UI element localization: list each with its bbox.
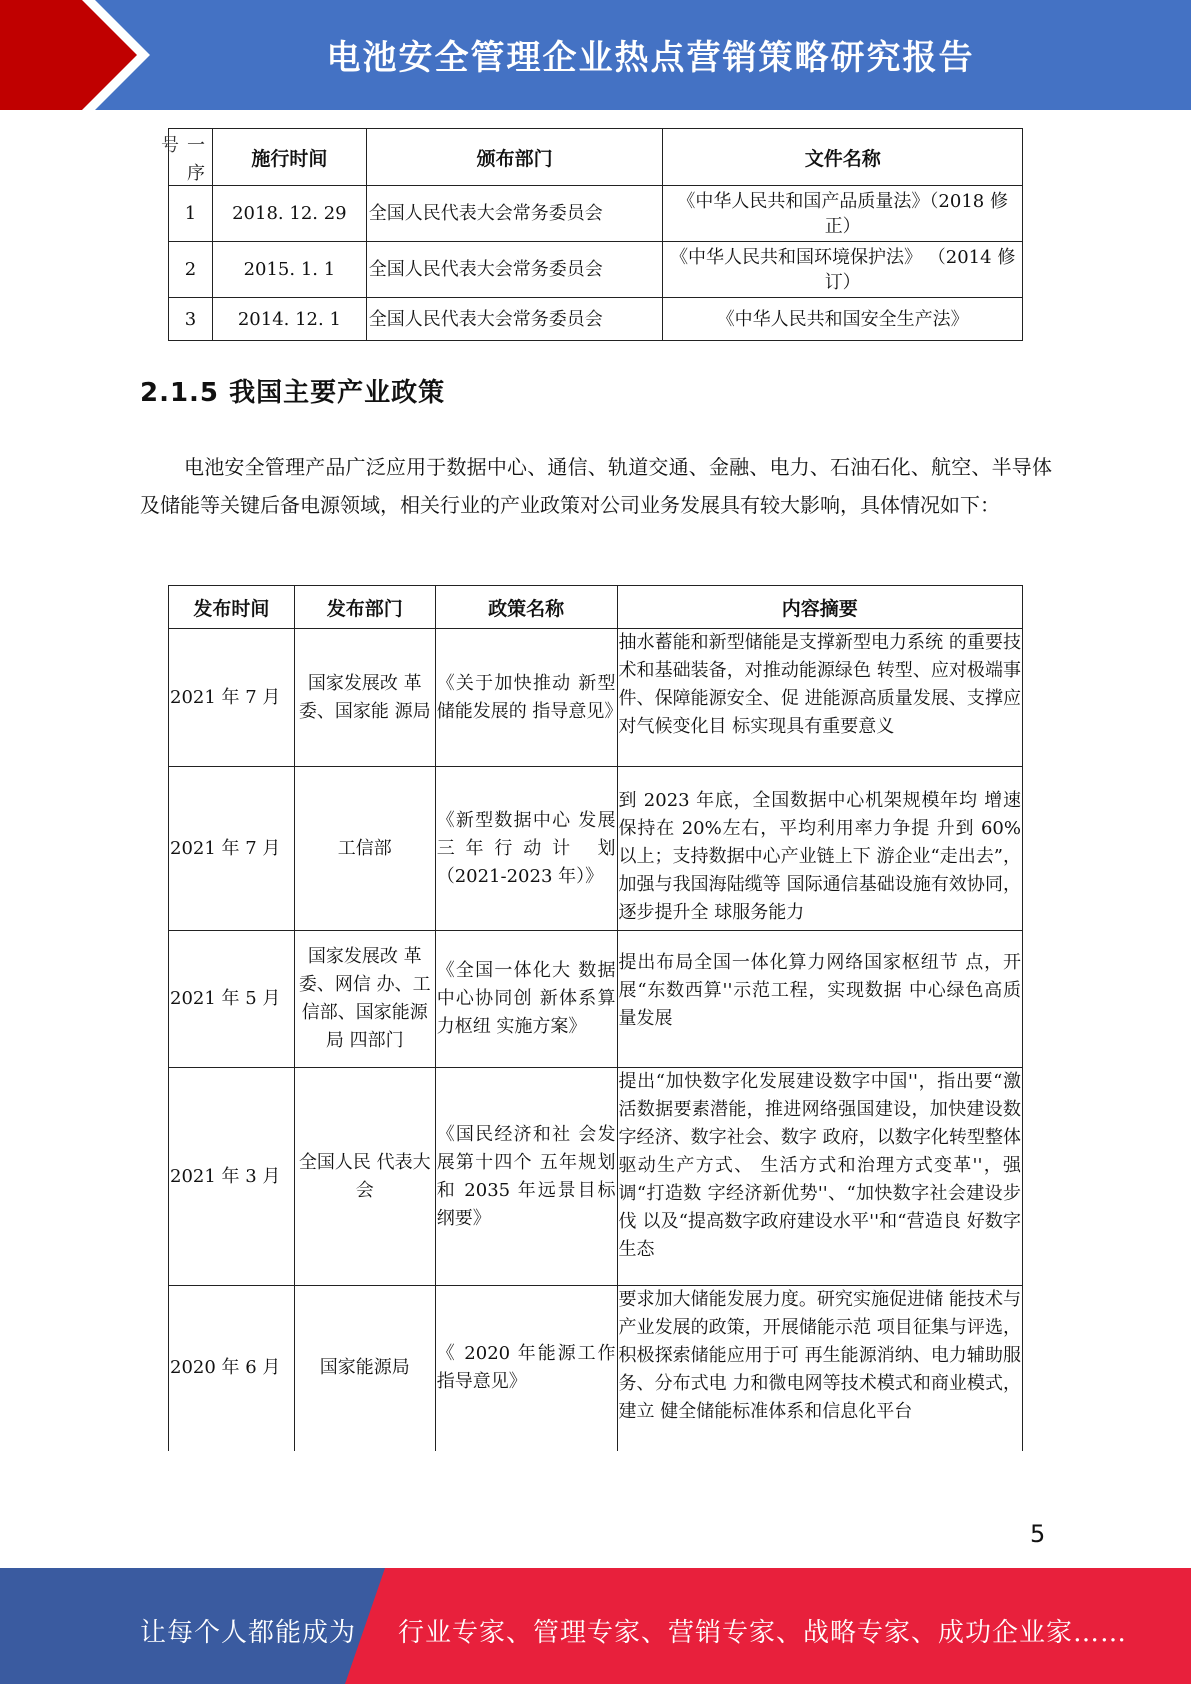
date-header: 施行时间 [212, 129, 366, 186]
policy-name-header: 政策名称 [435, 586, 617, 629]
policy-name-cell: 《新型数据中心 发展三年行动计 划（2021-2023 年）》 [435, 767, 617, 931]
seq-header-line1: 一 [187, 135, 205, 156]
seq-cell: 2 [169, 242, 213, 298]
header-title: 电池安全管理企业热点营销策略研究报告 [326, 38, 975, 78]
policy-table [168, 585, 1023, 1451]
summary-header: 内容摘要 [617, 586, 1022, 629]
dept-header: 颁布部门 [366, 129, 663, 186]
name-cell: 《中华人民共和国环境保护法》 （2014 修订） [663, 242, 1023, 298]
summary-cell: 抽水蓄能和新型储能是支撑新型电力系统 的重要技术和基础装备，对推动能源绿色 转型、应对极端事件、保障能源安全、促 进能源高质量发展、支撑应对气候变化目 标实现具有重要意义 [617, 629, 1022, 767]
seq-cell: 1 [169, 186, 213, 242]
summary-cell: 提出布局全国一体化算力网络国家枢纽节 点，开展“东数西算''示范工程，实现数据 中心绿色高质量发展 [617, 931, 1022, 1068]
policy-name-cell: 《 2020 年能源工作指导意见》 [435, 1286, 617, 1451]
name-header: 文件名称 [663, 129, 1023, 186]
publish-dept-header: 发布部门 [294, 586, 435, 629]
summary-cell: 要求加大储能发展力度。研究实施促进储 能技术与产业发展的政策，开展储能示范 项目征集与评选，积极探索储能应用于可 再生能源消纳、电力辅助服务、分布式电 力和微电网等技术模式和商业模式，建立 健全储能标准体系和信息化平台 [617, 1286, 1022, 1451]
table-row [169, 298, 1023, 341]
table-row [169, 186, 1023, 242]
seq-header [161, 129, 213, 186]
publish-date-header: 发布时间 [169, 586, 295, 629]
dept-cell: 全国人民 代表大会 [294, 1068, 435, 1286]
table-row [169, 242, 1023, 298]
footer-slogan-right: 行业专家、管理专家、营销专家、战略专家、成功企业家…… [398, 1618, 1128, 1648]
policy-table-header-row [169, 586, 1023, 629]
policy-name-cell: 《关于加快推动 新型储能发展的 指导意见》 [435, 629, 617, 767]
seq-cell: 3 [169, 298, 213, 341]
section-paragraph: 电池安全管理产品广泛应用于数据中心、通信、轨道交通、金融、电力、石油石化、航空、半导体及储能等关键后备电源领域，相关行业的产业政策对公司业务发展具有较大影响，具体情况如下： [140, 455, 1052, 517]
dept-cell: 全国人民代表大会常务委员会 [366, 242, 663, 298]
table-row [169, 931, 1023, 1068]
date-cell: 2020 年 6 月 [169, 1286, 295, 1451]
policy-name-cell: 《全国一体化大 数据中心协同创 新体系算力枢纽 实施方案》 [435, 931, 617, 1068]
dept-cell: 国家发展改 革委、网信 办、工信部、国家能源局 四部门 [294, 931, 435, 1068]
section-title: 2.1.5 我国主要产业政策 [140, 378, 446, 408]
policy-name-cell: 《国民经济和社 会发展第十四个 五年规划和 2035 年远景目标纲要》 [435, 1068, 617, 1286]
dept-cell: 全国人民代表大会常务委员会 [366, 186, 663, 242]
date-cell: 2021 年 5 月 [169, 931, 295, 1068]
page-footer [0, 1568, 1191, 1684]
law-table [161, 128, 1023, 341]
dept-cell: 全国人民代表大会常务委员会 [366, 298, 663, 341]
date-cell: 2021 年 3 月 [169, 1068, 295, 1286]
table-row [169, 767, 1023, 931]
date-cell: 2021 年 7 月 [169, 767, 295, 931]
seq-header-line2: 序 [187, 163, 205, 184]
dept-cell: 国家发展改 革委、国家能 源局 [294, 629, 435, 767]
table-row [169, 1068, 1023, 1286]
date-cell: 2021 年 7 月 [169, 629, 295, 767]
summary-cell: 到 2023 年底，全国数据中心机架规模年均 增速保持在 20%左右，平均利用率力争提 升到 60%以上；支持数据中心产业链上下 游企业“走出去”，加强与我国海陆缆等 国际通信基础设施有效协同，逐步提升全 球服务能力 [617, 767, 1022, 931]
summary-cell: 提出“加快数字化发展建设数字中国''，指出要“激活数据要素潜能，推进网络强国建设，加快建设数字经济、数字社会、数字 政府，以数字化转型整体驱动生产方式、 生活方式和治理方式变革''，强调“打造数 字经济新优势''、“加快数字社会建设步伐 以及“提高数字政府建设水平''和“营造良 好数字生态 [617, 1068, 1022, 1286]
date-cell: 2018. 12. 29 [212, 186, 366, 242]
dept-cell: 工信部 [294, 767, 435, 931]
table-row [169, 1286, 1023, 1451]
law-table-header-row [169, 129, 1023, 186]
seq-header-cut-char: 号 [161, 135, 179, 156]
table-row [169, 629, 1023, 767]
page-header [0, 0, 1191, 110]
footer-slogan-left: 让每个人都能成为 [140, 1618, 357, 1648]
name-cell: 《中华人民共和国产品质量法》（2018 修正） [663, 186, 1023, 242]
date-cell: 2014. 12. 1 [212, 298, 366, 341]
dept-cell: 国家能源局 [294, 1286, 435, 1451]
name-cell: 《中华人民共和国安全生产法》 [663, 298, 1023, 341]
date-cell: 2015. 1. 1 [212, 242, 366, 298]
page-number: 5 [1030, 1520, 1046, 1548]
